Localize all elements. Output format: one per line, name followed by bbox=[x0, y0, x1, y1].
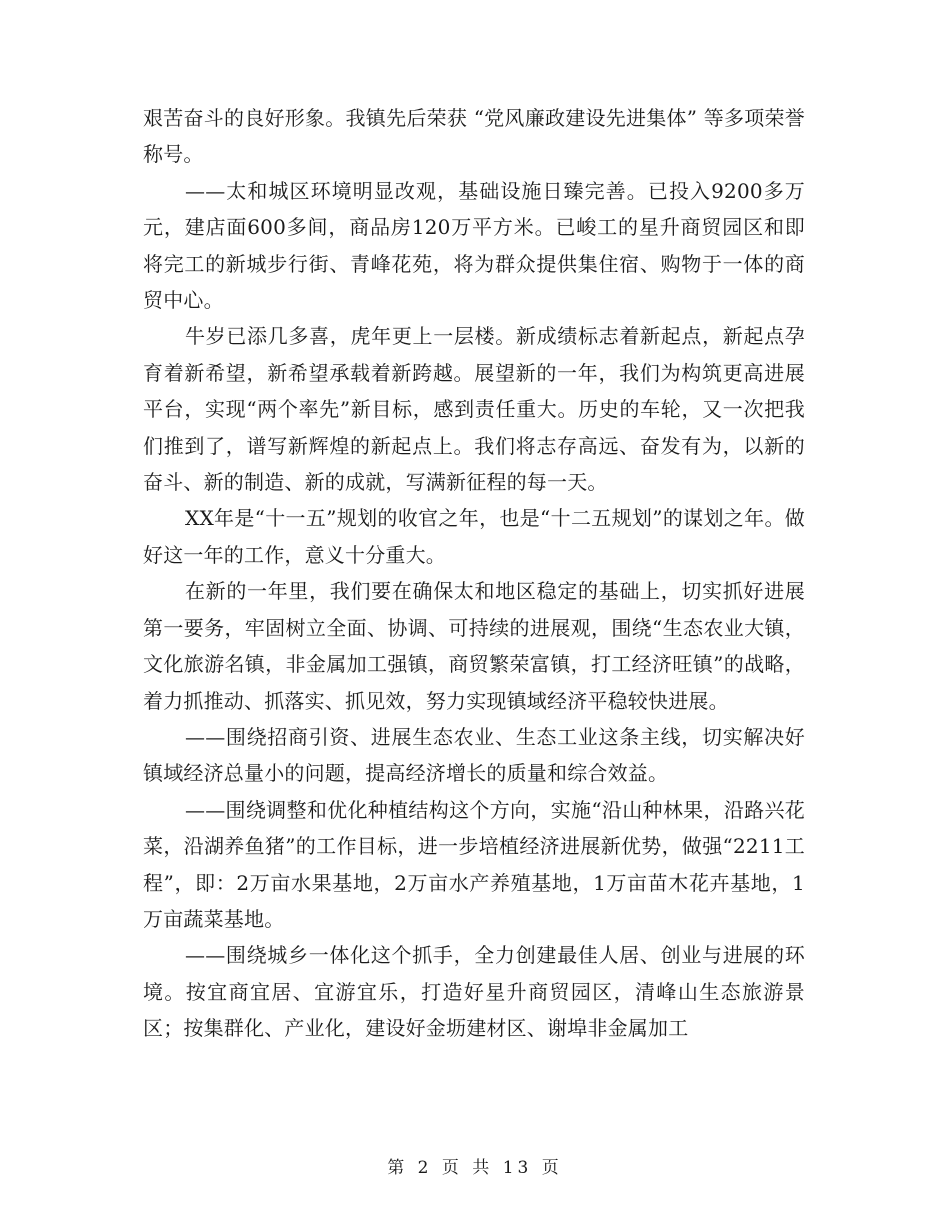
paragraph-1: 艰苦奋斗的良好形象。我镇先后荣获 “党风廉政建设先进集体” 等多项荣誉称号。 bbox=[143, 106, 805, 167]
paragraph-7: ——围绕调整和优化种植结构这个方向，实施“沿山种林果，沿路兴花菜，沿湖养鱼猪”的工作目标，进一步培植经济进展新优势，做强“2211工程”，即：2万亩水果基地，2万亩水产养殖基地，1万亩苗木花卉基地，1万亩蔬菜基地。 bbox=[143, 797, 805, 931]
document-body bbox=[143, 100, 805, 1047]
paragraph-5: 在新的一年里，我们要在确保太和地区稳定的基础上，切实抓好进展第一要务，牢固树立全面、协调、可持续的进展观，围绕“生态农业大镇，文化旅游名镇，非金属加工强镇，商贸繁荣富镇，打工经济旺镇”的战略，着力抓推动、抓落实、抓见效，努力实现镇域经济平稳较快进展。 bbox=[143, 579, 805, 713]
paragraph-3: 牛岁已添几多喜，虎年更上一层楼。新成绩标志着新起点，新起点孕育着新希望，新希望承载着新跨越。展望新的一年，我们为构筑更高进展平台，实现“两个率先”新目标，感到责任重大。历史的车轮，又一次把我们推到了，谱写新辉煌的新起点上。我们将志存高远、奋发有为，以新的奋斗、新的制造、新的成就，写满新征程的每一天。 bbox=[143, 324, 805, 495]
page-number-footer: 第 2 页 共 13 页 bbox=[387, 1158, 563, 1178]
paragraph-2: ——太和城区环境明显改观，基础设施日臻完善。已投入9200多万元，建店面600多间，商品房120万平方米。已峻工的星升商贸园区和即将完工的新城步行街、青峰花苑，将为群众提供集住宿、购物于一体的商贸中心。 bbox=[143, 178, 805, 313]
paragraph-8: ——围绕城乡一体化这个抓手，全力创建最佳人居、创业与进展的环境。按宜商宜居、宜游宜乐，打造好星升商贸园区，清峰山生态旅游景区；按集群化、产业化，建设好金坜建材区、谢埠非金属加工 bbox=[143, 943, 805, 1041]
paragraph-4: XX年是“十一五”规划的收官之年，也是“十二五规划”的谋划之年。做好这一年的工作，意义十分重大。 bbox=[143, 506, 805, 567]
paragraph-6: ——围绕招商引资、进展生态农业、生态工业这条主线，切实解决好镇域经济总量小的问题，提高经济增长的质量和综合效益。 bbox=[143, 724, 805, 786]
